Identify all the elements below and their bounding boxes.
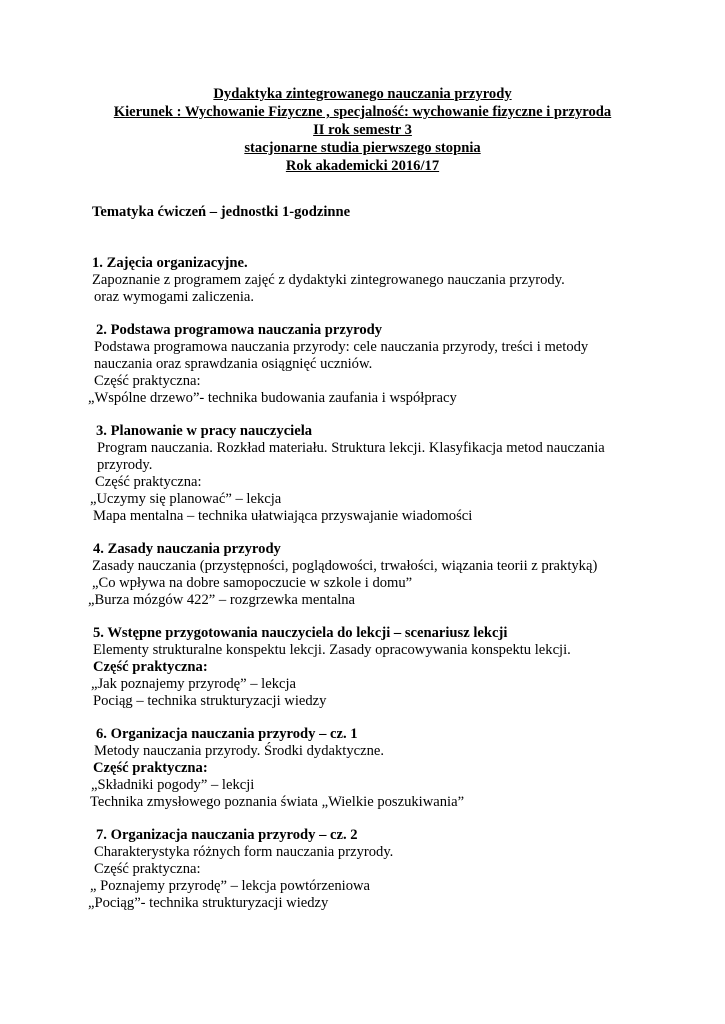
section-4-title: 4. Zasady nauczania przyrody bbox=[93, 541, 281, 557]
section-2-line: nauczania oraz sprawdzania osiągnięć uczniów. bbox=[94, 356, 373, 372]
section-3-title: 3. Planowanie w pracy nauczyciela bbox=[96, 423, 313, 439]
section-5-line: Pociąg – technika strukturyzacji wiedzy bbox=[93, 693, 327, 709]
section-7-title: 7. Organizacja nauczania przyrody – cz. 2 bbox=[96, 827, 358, 843]
section-5-title: 5. Wstępne przygotowania nauczyciela do lekcji – scenariusz lekcji bbox=[93, 625, 508, 641]
section-2-line: Część praktyczna: bbox=[94, 373, 201, 389]
section-4-line: „Co wpływa na dobre samopoczucie w szkole i domu” bbox=[92, 575, 413, 591]
document-header bbox=[0, 85, 725, 175]
section-3-line: „Uczymy się planować” – lekcja bbox=[90, 491, 282, 507]
header-study-mode: stacjonarne studia pierwszego stopnia bbox=[244, 140, 481, 156]
header-course-title: Dydaktyka zintegrowanego nauczania przyrody bbox=[213, 86, 512, 102]
section-2-line: „Wspólne drzewo”- technika budowania zaufania i współpracy bbox=[88, 390, 457, 406]
section-1-line: oraz wymogami zaliczenia. bbox=[94, 289, 255, 305]
section-4-line: „Burza mózgów 422” – rozgrzewka mentalna bbox=[88, 592, 356, 608]
header-year-semester: II rok semestr 3 bbox=[313, 122, 412, 138]
section-5-line: Część praktyczna: bbox=[93, 659, 208, 675]
header-academic-year: Rok akademicki 2016/17 bbox=[285, 158, 440, 174]
section-3-line: Program nauczania. Rozkład materiału. Struktura lekcji. Klasyfikacja metod nauczania bbox=[97, 440, 605, 456]
section-1-title: 1. Zajęcia organizacyjne. bbox=[92, 255, 248, 271]
topics-subtitle: Tematyka ćwiczeń – jednostki 1-godzinne bbox=[92, 204, 351, 220]
section-1-line: Zapoznanie z programem zajęć z dydaktyki zintegrowanego nauczania przyrody. bbox=[92, 272, 565, 288]
section-6-line: Część praktyczna: bbox=[93, 760, 208, 776]
section-6-line: Technika zmysłowego poznania świata „Wielkie poszukiwania” bbox=[90, 794, 465, 810]
section-7-line: „ Poznajemy przyrodę” – lekcja powtórzeniowa bbox=[90, 878, 371, 894]
section-2-line: Podstawa programowa nauczania przyrody: cele nauczania przyrody, treści i metody bbox=[94, 339, 589, 355]
section-7-line: Charakterystyka różnych form nauczania przyrody. bbox=[94, 844, 394, 860]
section-3-line: przyrody. bbox=[97, 457, 153, 473]
section-3-line: Mapa mentalna – technika ułatwiająca przyswajanie wiadomości bbox=[93, 508, 473, 524]
section-5-line: Elementy strukturalne konspektu lekcji. Zasady opracowywania konspektu lekcji. bbox=[93, 642, 571, 658]
header-field-of-study: Kierunek : Wychowanie Fizyczne , specjalność: wychowanie fizyczne i przyroda bbox=[113, 104, 612, 120]
section-5-line: „Jak poznajemy przyrodę” – lekcja bbox=[91, 676, 297, 692]
section-7-line: „Pociąg”- technika strukturyzacji wiedzy bbox=[88, 895, 329, 911]
section-6-line: „Składniki pogody” – lekcji bbox=[91, 777, 255, 793]
section-6-line: Metody nauczania przyrody. Środki dydaktyczne. bbox=[94, 743, 385, 759]
section-3-line: Część praktyczna: bbox=[95, 474, 202, 490]
section-6-title: 6. Organizacja nauczania przyrody – cz. 1 bbox=[96, 726, 358, 742]
section-7-line: Część praktyczna: bbox=[94, 861, 201, 877]
section-4-line: Zasady nauczania (przystępności, poglądowości, trwałości, wiązania teorii z praktyką) bbox=[92, 558, 598, 574]
section-2-title: 2. Podstawa programowa nauczania przyrody bbox=[96, 322, 383, 338]
